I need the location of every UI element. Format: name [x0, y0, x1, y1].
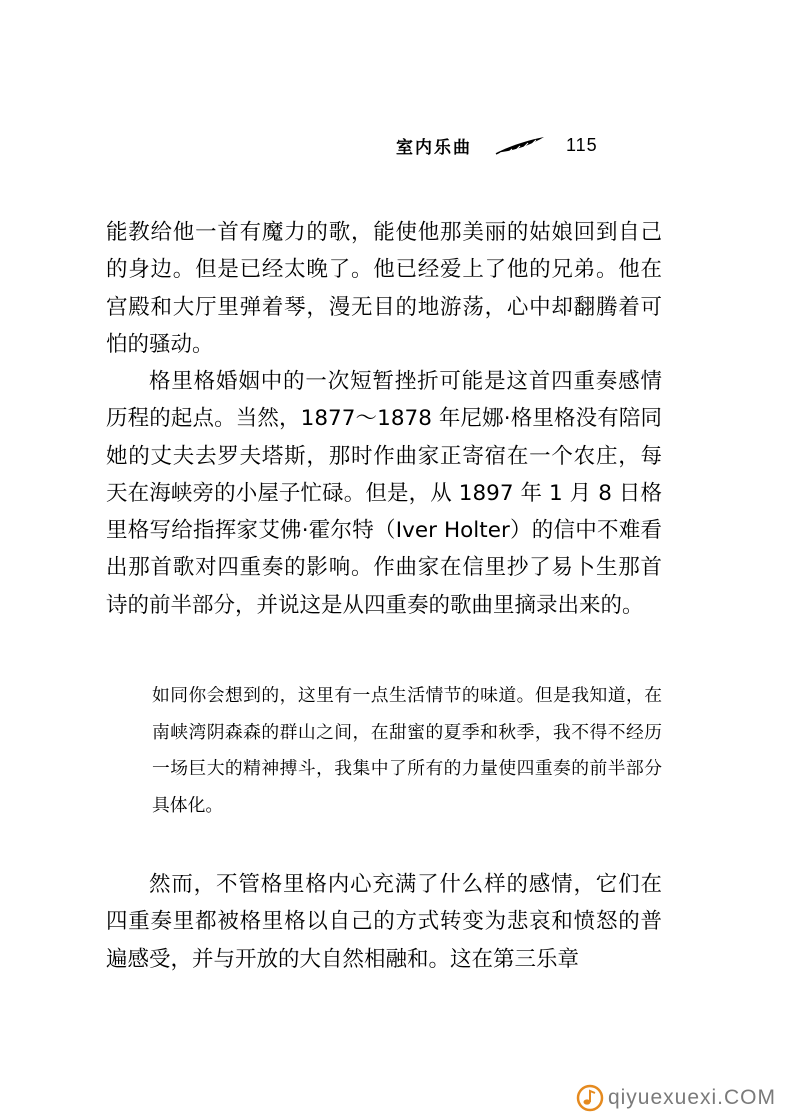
music-note-logo-icon — [576, 1084, 604, 1112]
running-header — [396, 128, 598, 162]
letter-quote: 如同你会想到的，这里有一点生活情节的味道。但是我知道，在南峡湾阴森森的群山之间，在甜蜜的夏季和秋季，我不得不经历一场巨大的精神搏斗，我集中了所有的力量使四重奏的前半部分具体化。 — [152, 685, 662, 816]
watermark-text: qiyuexuexi.COM — [607, 1086, 776, 1109]
chapter-title: 室内乐曲 — [396, 137, 472, 158]
quill-feather-icon — [494, 135, 546, 155]
paragraph-3: 然而，不管格里格内心充满了什么样的感情，它们在四重奏里都被格里格以自己的方式转变为悲哀和愤怒的普遍感受，并与开放的大自然相融和。这在第三乐章 — [106, 872, 662, 972]
paragraph-2: 格里格婚姻中的一次短暂挫折可能是这首四重奏感情历程的起点。当然，1877～1878 年尼娜·格里格没有陪同她的丈夫去罗夫塔斯，那时作曲家正寄宿在一个农庄，每天在海峡旁的小屋子忙碌。但是，从 1897 年 1 月 8 日格里格写给指挥家艾佛·霍尔特（Iver Holter）的信中不难看出那首歌对四重奏的影响。作曲家在信里抄了易卜生那首诗的前半部分，并说这是从四重奏的歌曲里摘录出来的。 — [106, 369, 662, 618]
paragraph-1: 能教给他一首有魔力的歌，能使他那美丽的姑娘回到自己的身边。但是已经太晚了。他已经爱上了他的兄弟。他在宫殿和大厅里弹着琴，漫无目的地游荡，心中却翻腾着可怕的骚动。 — [106, 220, 662, 357]
page-number: 115 — [566, 134, 598, 155]
site-watermark — [576, 1084, 776, 1112]
